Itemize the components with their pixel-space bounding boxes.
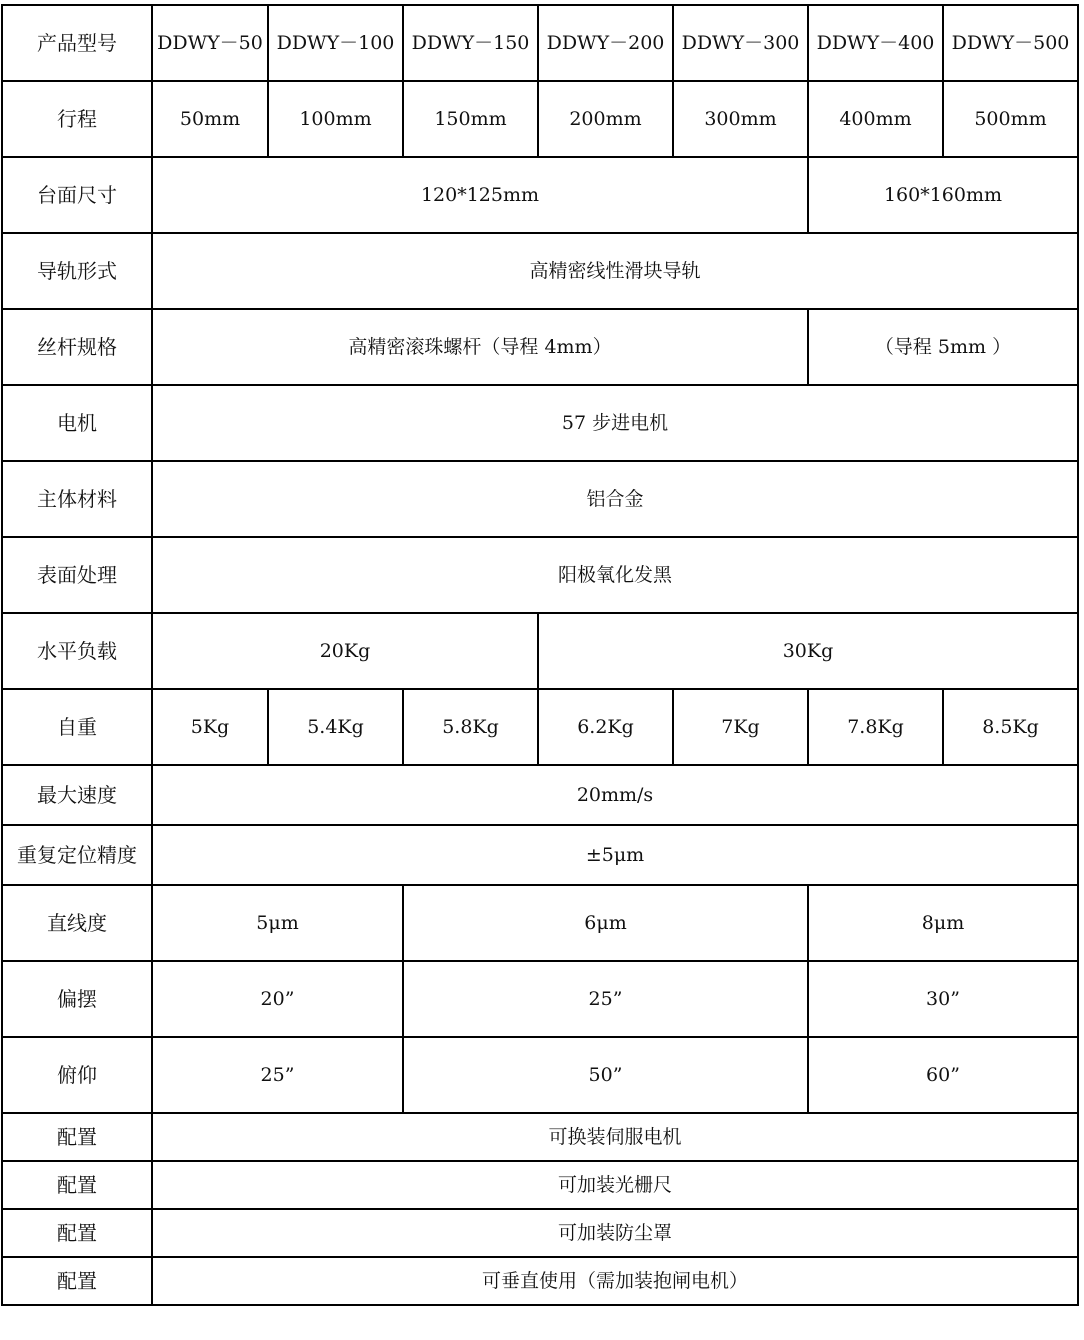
row-label: 自重: [2, 689, 152, 765]
table-row-table-size: [2, 157, 1078, 233]
row-label: 产品型号: [2, 5, 152, 81]
table-cell: 200mm: [538, 81, 673, 157]
table-cell: 100mm: [268, 81, 403, 157]
table-row-config-dust-cover: [2, 1209, 1078, 1257]
table-cell: 5μm: [152, 885, 403, 961]
row-label: 丝杆规格: [2, 309, 152, 385]
row-label: 导轨形式: [2, 233, 152, 309]
table-cell: 60”: [808, 1037, 1078, 1113]
row-label: 偏摆: [2, 961, 152, 1037]
row-label: 行程: [2, 81, 152, 157]
table-cell: 50mm: [152, 81, 268, 157]
table-cell: ±5μm: [152, 825, 1078, 885]
table-cell: DDWY－400: [808, 5, 943, 81]
row-label: 配置: [2, 1161, 152, 1209]
table-cell: 300mm: [673, 81, 808, 157]
table-cell: 可换装伺服电机: [152, 1113, 1078, 1161]
table-cell: 6.2Kg: [538, 689, 673, 765]
table-cell: 可加装防尘罩: [152, 1209, 1078, 1257]
row-label: 配置: [2, 1257, 152, 1305]
row-label: 电机: [2, 385, 152, 461]
row-label: 表面处理: [2, 537, 152, 613]
table-row-repeatability: [2, 825, 1078, 885]
table-row-material: [2, 461, 1078, 537]
table-row-yaw: [2, 961, 1078, 1037]
spec-table: [1, 4, 1079, 1306]
table-cell: 可垂直使用（需加装抱闸电机）: [152, 1257, 1078, 1305]
table-cell: 8.5Kg: [943, 689, 1078, 765]
row-label: 台面尺寸: [2, 157, 152, 233]
table-cell: 20mm/s: [152, 765, 1078, 825]
table-cell: 25”: [152, 1037, 403, 1113]
table-cell: DDWY－300: [673, 5, 808, 81]
table-cell: 25”: [403, 961, 808, 1037]
table-cell: 30Kg: [538, 613, 1078, 689]
table-cell: 5Kg: [152, 689, 268, 765]
table-cell: DDWY－500: [943, 5, 1078, 81]
table-row-config-vertical: [2, 1257, 1078, 1305]
table-cell: 阳极氧化发黑: [152, 537, 1078, 613]
table-cell: 20”: [152, 961, 403, 1037]
row-label: 主体材料: [2, 461, 152, 537]
table-cell: 30”: [808, 961, 1078, 1037]
table-cell: 20Kg: [152, 613, 538, 689]
table-row-config-servo: [2, 1113, 1078, 1161]
table-cell: 5.4Kg: [268, 689, 403, 765]
table-cell: 7.8Kg: [808, 689, 943, 765]
table-cell: 500mm: [943, 81, 1078, 157]
row-label: 水平负载: [2, 613, 152, 689]
table-cell: 可加装光栅尺: [152, 1161, 1078, 1209]
table-cell: 150mm: [403, 81, 538, 157]
table-cell: 高精密线性滑块导轨: [152, 233, 1078, 309]
table-row-stroke: [2, 81, 1078, 157]
table-cell: 120*125mm: [152, 157, 808, 233]
table-row-load: [2, 613, 1078, 689]
table-row-guide-rail: [2, 233, 1078, 309]
table-row-model: [2, 5, 1078, 81]
table-cell: （导程 5mm ）: [808, 309, 1078, 385]
table-cell: 400mm: [808, 81, 943, 157]
table-row-straightness: [2, 885, 1078, 961]
table-cell: 50”: [403, 1037, 808, 1113]
table-row-config-grating: [2, 1161, 1078, 1209]
table-cell: 铝合金: [152, 461, 1078, 537]
row-label: 直线度: [2, 885, 152, 961]
table-cell: DDWY－100: [268, 5, 403, 81]
row-label: 配置: [2, 1209, 152, 1257]
table-cell: DDWY－200: [538, 5, 673, 81]
table-cell: 高精密滚珠螺杆（导程 4mm）: [152, 309, 808, 385]
table-cell: 7Kg: [673, 689, 808, 765]
table-row-surface: [2, 537, 1078, 613]
table-cell: 5.8Kg: [403, 689, 538, 765]
table-cell: DDWY－50: [152, 5, 268, 81]
table-cell: DDWY－150: [403, 5, 538, 81]
table-cell: 160*160mm: [808, 157, 1078, 233]
table-row-motor: [2, 385, 1078, 461]
row-label: 俯仰: [2, 1037, 152, 1113]
table-row-weight: [2, 689, 1078, 765]
row-label: 配置: [2, 1113, 152, 1161]
table-cell: 8μm: [808, 885, 1078, 961]
table-cell: 6μm: [403, 885, 808, 961]
row-label: 重复定位精度: [2, 825, 152, 885]
table-row-screw: [2, 309, 1078, 385]
table-row-max-speed: [2, 765, 1078, 825]
table-row-pitch: [2, 1037, 1078, 1113]
row-label: 最大速度: [2, 765, 152, 825]
table-cell: 57 步进电机: [152, 385, 1078, 461]
